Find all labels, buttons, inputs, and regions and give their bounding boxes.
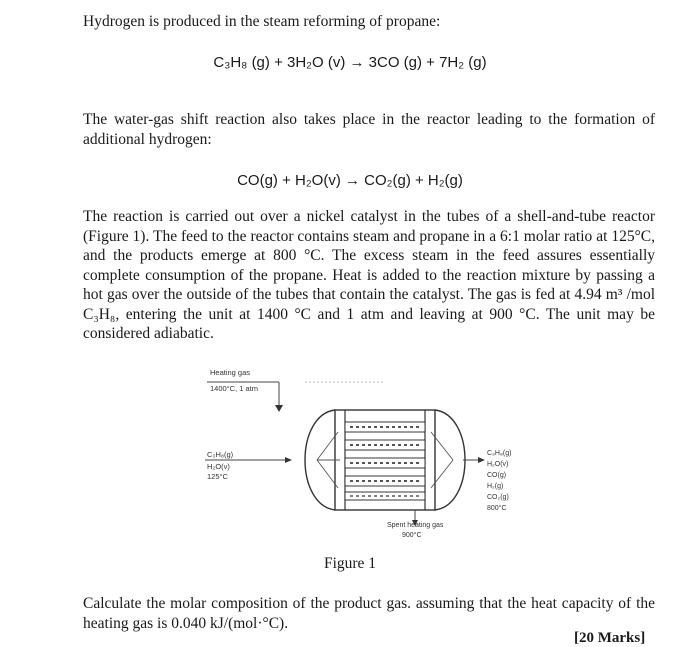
heating-gas-conditions: 1400°C, 1 atm	[210, 384, 259, 393]
reaction-equation-2: CO(g) + H₂O(v) → CO₂(g) + H₂(g)	[237, 172, 463, 189]
feed-label-temp: 125°C	[207, 472, 228, 481]
product-label-propane: C₃H₈(g)	[487, 450, 512, 457]
intro-text: Hydrogen is produced in the steam reforming of propane:	[83, 13, 441, 30]
product-label-temp: 800°C	[487, 505, 507, 512]
reactor-diagram	[195, 360, 525, 540]
product-label-co: CO(g)	[487, 472, 507, 479]
product-label-h2: H₂(g)	[487, 483, 504, 490]
marks-label: [20 Marks]	[574, 630, 646, 646]
feed-label-propane: C₃H₈(g)	[207, 450, 234, 459]
figure-caption: Figure 1	[323, 555, 377, 572]
heating-gas-arrow	[275, 405, 283, 412]
product-label-co2: CO₂(g)	[487, 494, 509, 501]
catalyst-tubes	[345, 422, 425, 500]
reaction-equation-1: C₃H₈ (g) + 3H₂O (v) → 3CO (g) + 7H₂ (g)	[213, 54, 487, 71]
shift-reaction-text: The water-gas shift reaction also takes place in the reactor leading to the formation of additional hydrogen:	[83, 111, 655, 148]
outlet-flow-arrows	[431, 432, 453, 488]
product-arrow	[478, 457, 485, 463]
feed-arrow	[285, 457, 292, 463]
question-text: Calculate the molar composition of the product gas. assuming that the heat capacity of the heating gas is 0.040 kJ/(mol·°C).	[83, 595, 655, 632]
heating-gas-label: Heating gas	[210, 368, 251, 377]
inlet-flow-arrows	[317, 432, 340, 488]
spent-gas-temp: 900°C	[402, 532, 422, 539]
spent-gas-label: Spent heating gas	[387, 522, 444, 529]
process-description: The reaction is carried out over a nickel catalyst in the tubes of a shell-and-tube reactor (Figure 1). The feed to the reactor contains steam and propane in a 6:1 molar ratio at 125°C, and the products emerge at 800 °C. The excess steam in the feed assures essentially complete consumption of the propane. Heat is added to the reaction mixture by passing a hot gas over the outside of the tubes that contain the catalyst. The gas is fed at 4.94 m³ /mol C₃H₈, entering the unit at 1400 °C and 1 atm and leaving at 900 °C. The unit may be considered adiabatic.	[83, 208, 655, 342]
right-head	[435, 410, 465, 510]
product-label-steam: H₂O(v)	[487, 461, 509, 468]
feed-label-steam: H₂O(v)	[207, 462, 230, 471]
